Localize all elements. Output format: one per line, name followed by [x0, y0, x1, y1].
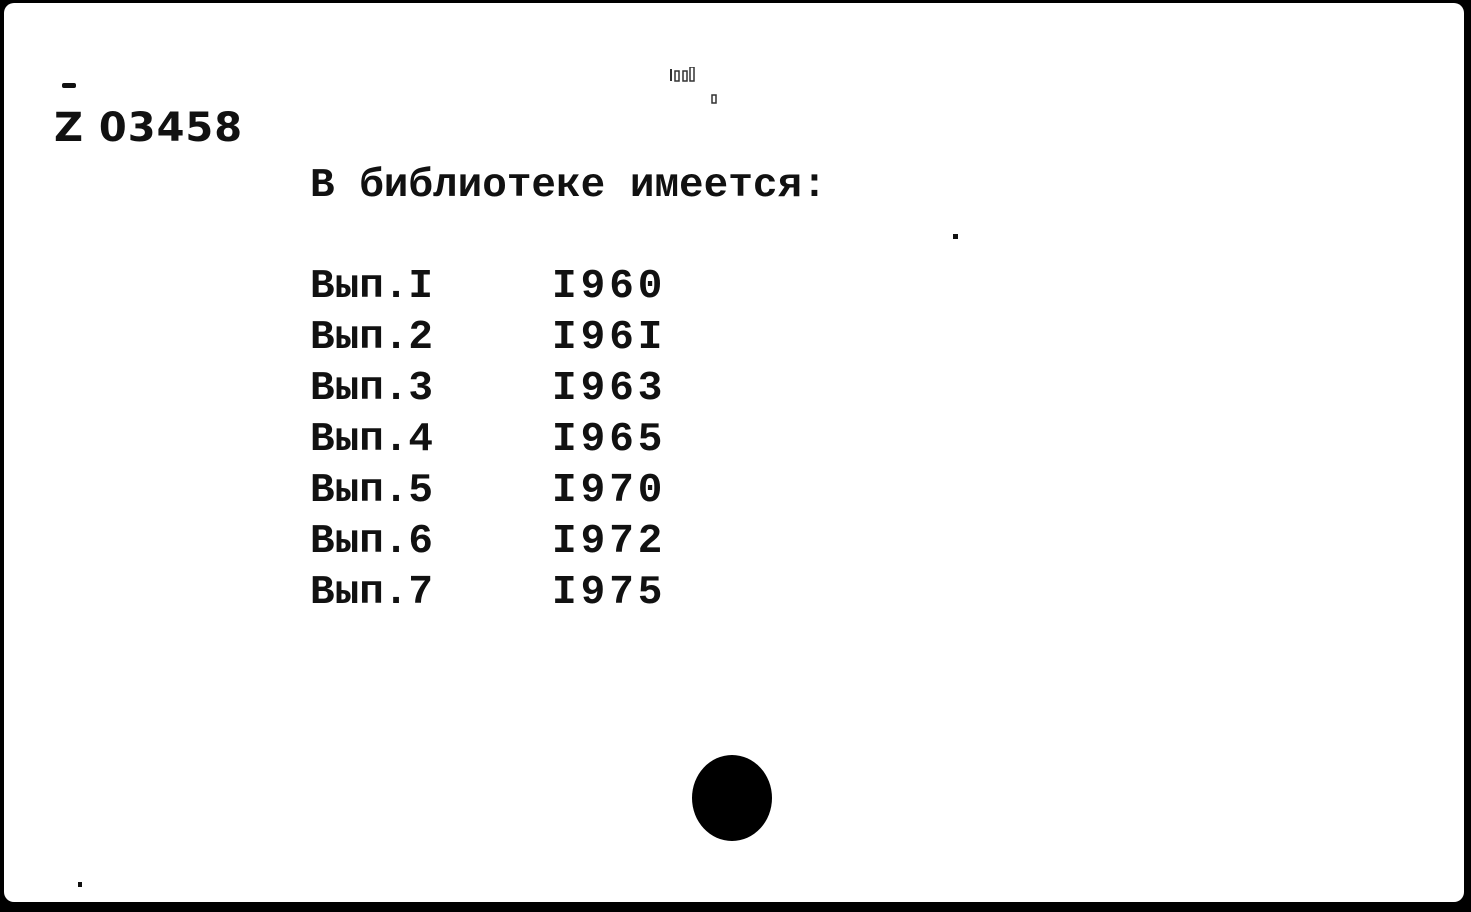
holdings-row: [310, 262, 666, 313]
issue-label: Вып.5: [310, 468, 434, 514]
faint-stamp-mark: [668, 67, 728, 107]
dust-speck: [953, 234, 958, 239]
call-number-diacritic: [62, 83, 76, 88]
issue-label: Вып.I: [310, 264, 434, 310]
issue-year: I970: [552, 468, 667, 514]
issue-label: Вып.4: [310, 417, 434, 463]
holdings-row: [310, 313, 666, 364]
holdings-heading: В библиотеке имеется:: [310, 163, 827, 209]
issue-year: I96I: [552, 315, 667, 361]
holdings-list: [310, 262, 666, 619]
issue-year: I972: [552, 519, 667, 565]
issue-label: Вып.7: [310, 570, 434, 616]
issue-year: I965: [552, 417, 667, 463]
issue-year: I963: [552, 366, 667, 412]
issue-label: Вып.6: [310, 519, 434, 565]
holdings-row: [310, 415, 666, 466]
issue-year: I960: [552, 264, 667, 310]
holdings-row: [310, 568, 666, 619]
catalog-card: [4, 3, 1464, 902]
holdings-row: [310, 466, 666, 517]
call-number: Z 03458: [54, 105, 244, 151]
holdings-row: [310, 364, 666, 415]
issue-label: Вып.3: [310, 366, 434, 412]
punch-hole: [692, 755, 772, 841]
dust-speck: [78, 882, 82, 887]
holdings-row: [310, 517, 666, 568]
issue-year: I975: [552, 570, 667, 616]
issue-label: Вып.2: [310, 315, 434, 361]
